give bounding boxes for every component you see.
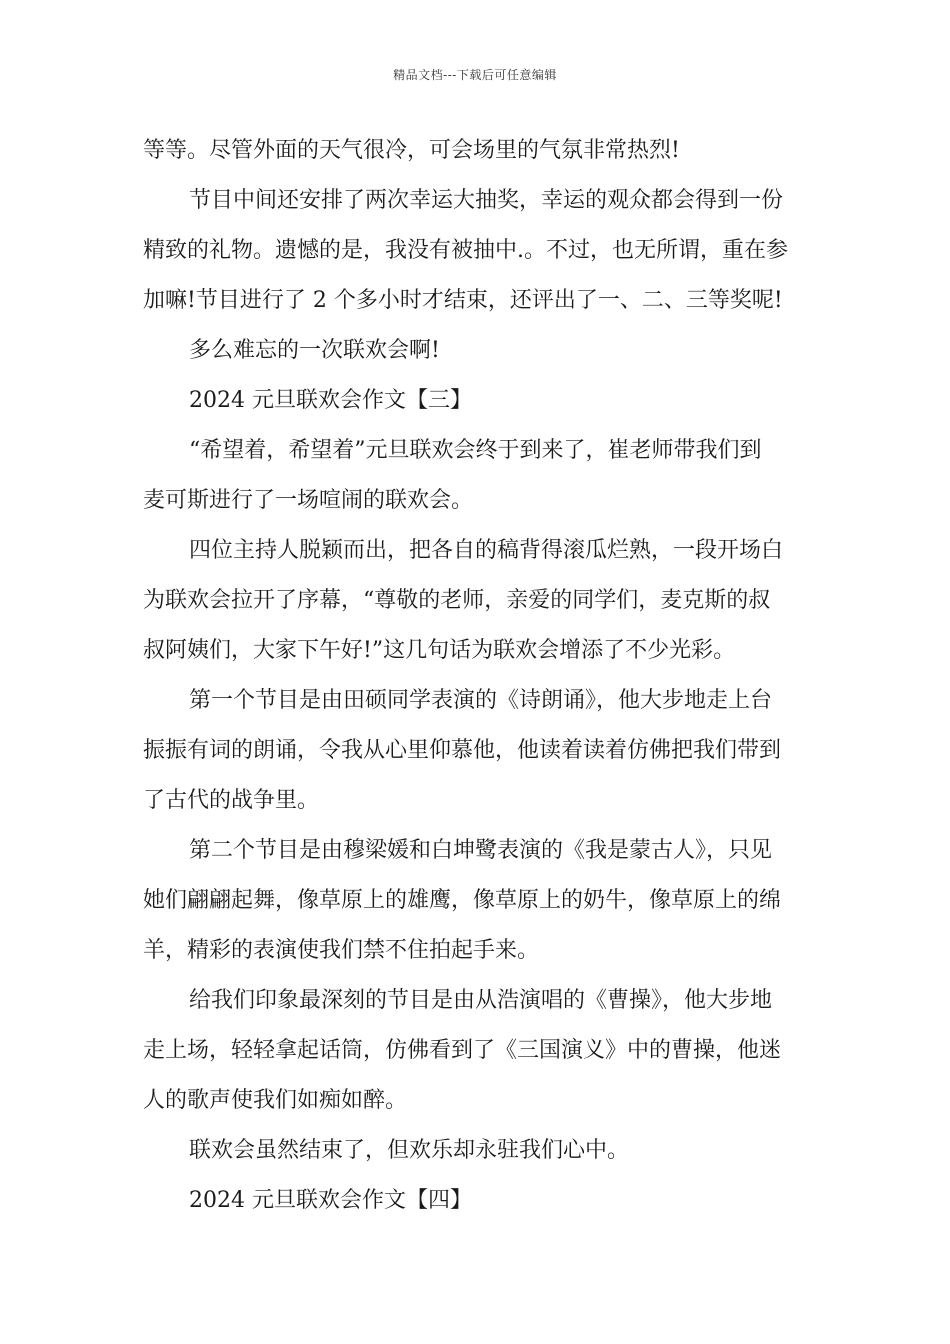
text-line: 羊，精彩的表演使我们禁不住拍起手来。	[143, 938, 540, 963]
text-line: 她们翩翩起舞，像草原上的雄鹰，像草原上的奶牛，像草原上的绵	[143, 888, 782, 913]
text-line: 等等。尽管外面的天气很冷，可会场里的气氛非常热烈!	[143, 138, 680, 163]
text-line: 给我们印象最深刻的节目是由从浩演唱的《曹操》，他大步地	[189, 988, 773, 1013]
text-line: 人的歌声使我们如痴如醉。	[143, 1088, 408, 1113]
text-line: 节目中间还安排了两次幸运大抽奖，幸运的观众都会得到一份	[189, 188, 784, 213]
text-line: 联欢会虽然结束了，但欢乐却永驻我们心中。	[189, 1138, 630, 1163]
text-line: 第二个节目是由穆梁媛和白坤鹭表演的《我是蒙古人》，只见	[189, 838, 773, 863]
text-line: 叔阿姨们，大家下午好!”这几句话为联欢会增添了不少光彩。	[143, 638, 736, 663]
text-line: 第一个节目是由田硕同学表演的《诗朗诵》，他大步地走上台	[189, 688, 773, 713]
section-heading: 2024 元旦联欢会作文【四】	[189, 1188, 472, 1213]
text-line: “希望着，希望着”元旦联欢会终于到来了，崔老师带我们到	[189, 438, 762, 463]
section-heading: 2024 元旦联欢会作文【三】	[189, 388, 472, 413]
text-line: 精致的礼物。遗憾的是，我没有被抽中.。不过，也无所谓，重在参	[143, 238, 788, 263]
text-line: 多么难忘的一次联欢会啊!	[189, 338, 440, 363]
text-line: 振振有词的朗诵，令我从心里仰慕他，他读着读着仿佛把我们带到	[143, 738, 782, 763]
text-line: 为联欢会拉开了序幕，“尊敬的老师，亲爱的同学们，麦克斯的叔	[143, 588, 771, 613]
text-line: 了古代的战争里。	[143, 788, 320, 813]
document-body	[143, 126, 807, 1226]
text-line: 四位主持人脱颖而出，把各自的稿背得滚瓜烂熟，一段开场白	[189, 538, 784, 563]
text-line: 麦可斯进行了一场喧闹的联欢会。	[143, 488, 474, 513]
text-line: 走上场，轻轻拿起话筒，仿佛看到了《三国演义》中的曹操，他迷	[143, 1038, 782, 1063]
page-header: 精品文档---下载后可任意编辑	[393, 68, 557, 82]
text-line: 加嘛!节目进行了 2 个多小时才结束，还评出了一、二、三等奖呢!	[143, 288, 783, 313]
